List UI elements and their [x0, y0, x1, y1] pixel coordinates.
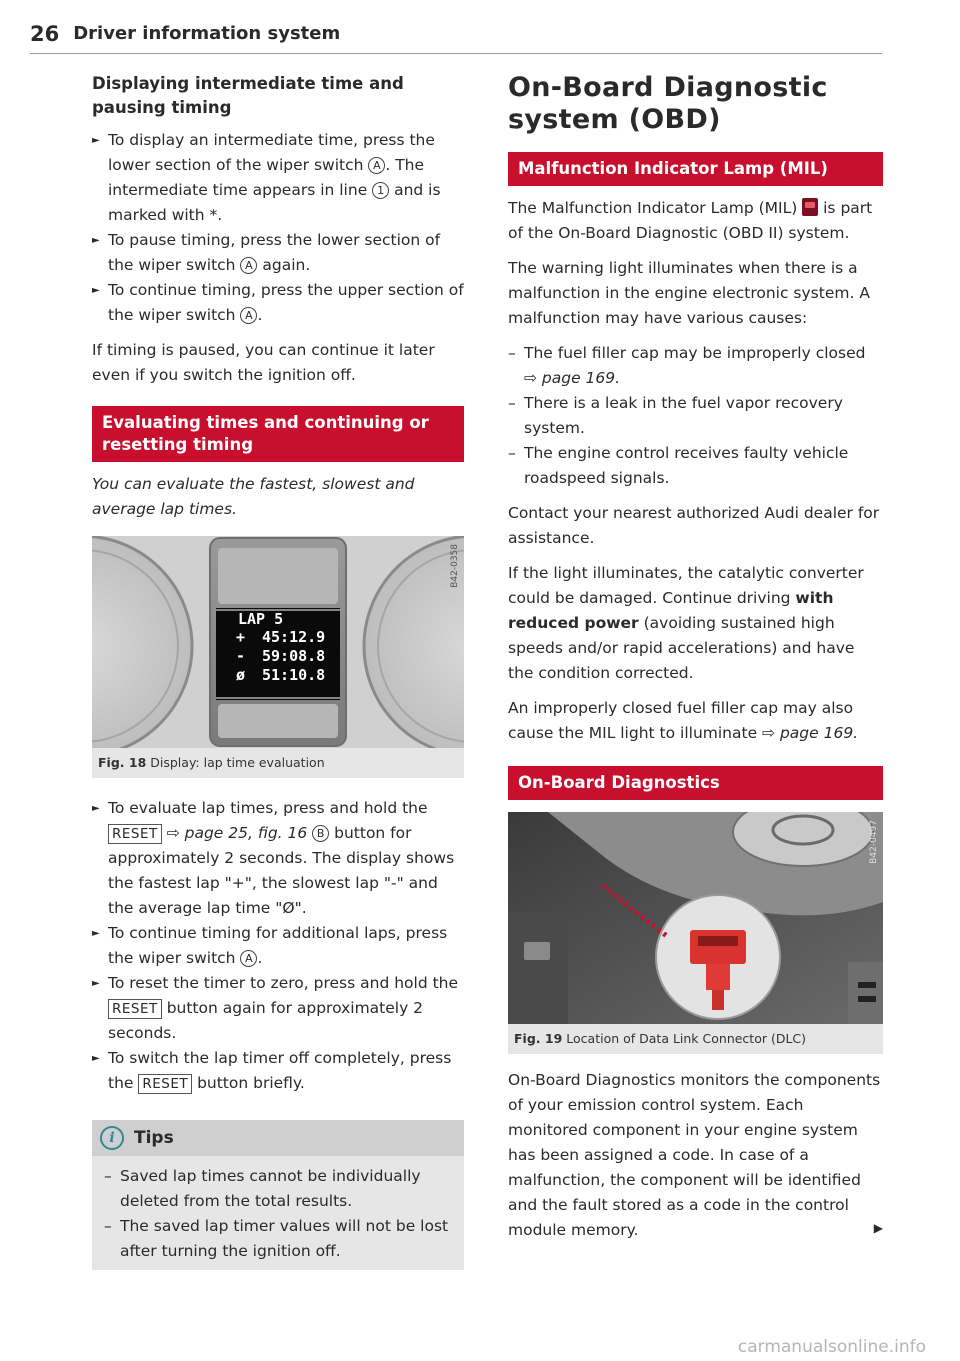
figure-caption-text: Location of Data Link Connector (DLC)	[566, 1031, 807, 1046]
figure-caption	[92, 748, 464, 778]
step-text: again.	[257, 256, 311, 274]
tips-title: Tips	[134, 1128, 174, 1148]
lap-symbol: -	[236, 647, 246, 665]
page-number: 26	[30, 22, 60, 46]
step-switch-off	[92, 1046, 464, 1096]
step-continue-laps	[92, 921, 464, 971]
mil-causes	[508, 341, 883, 491]
lap-time: 59:08.8	[262, 647, 326, 665]
lap-symbol: +	[236, 628, 246, 646]
section-heading-intermediate-time: Displaying intermediate time and pausing timing	[92, 74, 404, 117]
watermark: carmanualsonline.info	[737, 1337, 926, 1357]
emphasis-text: with reduced power	[508, 589, 834, 632]
page-reference: ⇨ page 25, fig. 16	[166, 824, 308, 842]
lap-row-slowest	[236, 647, 336, 666]
reset-key-label: RESET	[108, 999, 162, 1019]
page-header	[30, 20, 882, 54]
callout-a: A	[368, 157, 385, 174]
paused-note: If timing is paused, you can continue it later even if you switch the ignition off.	[92, 341, 435, 384]
step-text: To switch the lap timer off completely, press the	[108, 1049, 452, 1092]
tip-item: – The saved lap timer values will not be lost after turning the ignition off.	[104, 1214, 452, 1264]
cause-text: There is a leak in the fuel vapor recovery system.	[524, 394, 843, 437]
step-text: To pause timing, press the lower section of the wiper switch	[108, 231, 441, 274]
callout-a: A	[240, 257, 257, 274]
figure-caption-text: Display: lap time evaluation	[150, 755, 325, 770]
page-reference: ⇨ page 169.	[762, 724, 859, 742]
step-text: To continue timing for additional laps, press the wiper switch	[108, 924, 448, 967]
tips-box	[92, 1120, 464, 1270]
mil-intro	[508, 196, 883, 246]
step-text: and is marked with *.	[108, 181, 441, 224]
lap-number: LAP 5	[238, 610, 284, 628]
callout-a: A	[240, 950, 257, 967]
section-heading-evaluating-times: Evaluating times and continuing or resetting timing	[92, 406, 464, 462]
step-continue	[92, 278, 464, 328]
tips-list	[92, 1156, 464, 1270]
step-text: button again for approximately 2 seconds.	[108, 999, 424, 1042]
paragraph-text: is part of the On-Board Diagnostic (OBD II) system.	[508, 199, 873, 242]
step-reset	[92, 971, 464, 1046]
figure-caption	[508, 1024, 883, 1054]
continue-arrow-icon: ▶	[873, 1221, 883, 1235]
intermediate-time-steps	[92, 128, 464, 328]
cause-item	[508, 391, 883, 441]
dlc-location-image	[508, 812, 883, 1024]
filler-cap-note	[508, 696, 883, 746]
right-column	[508, 72, 883, 1243]
lap-row-fastest	[236, 628, 336, 647]
step-intermediate	[92, 128, 464, 228]
mil-description: The warning light illuminates when there is a malfunction in the engine electronic system. A malfunction may have various causes:	[508, 259, 870, 327]
figure-18	[92, 536, 464, 778]
step-text: button briefly.	[192, 1074, 305, 1092]
cause-text: The engine control receives faulty vehicle roadspeed signals.	[524, 444, 849, 487]
figure-label: Fig. 19	[514, 1031, 563, 1046]
section-heading-obd: On-Board Diagnostics	[508, 766, 883, 800]
cause-text: The fuel filler cap may be improperly closed	[524, 344, 866, 362]
lap-symbol: ø	[236, 666, 246, 684]
steering-column-illustration	[508, 812, 883, 1024]
lap-time: 45:12.9	[262, 628, 326, 646]
step-text: To display an intermediate time, press the lower section of the wiper switch	[108, 131, 435, 174]
cause-item	[508, 341, 883, 391]
lap-row-average	[236, 666, 336, 685]
section-heading-mil: Malfunction Indicator Lamp (MIL)	[508, 152, 883, 186]
lap-display	[236, 610, 336, 685]
paragraph-text: On-Board Diagnostics monitors the components of your emission control system. Each monitored component in your engine system has been assigned a code. In case of a malfunction, the component will be identified and the fault stored as a code in the control module memory.	[508, 1071, 881, 1239]
step-text: . The intermediate time appears in line	[108, 156, 425, 199]
obd-title: On-Board Diagnostic system (OBD)	[508, 72, 828, 135]
step-pause	[92, 228, 464, 278]
step-text: button for approximately 2 seconds. The display shows the fastest lap "+", the slowest lap "-" and the average lap time "Ø".	[108, 824, 455, 917]
paragraph-text: An improperly closed fuel filler cap may also cause the MIL light to illuminate	[508, 699, 854, 742]
callout-1: 1	[372, 182, 389, 199]
evaluation-steps	[92, 796, 464, 1096]
step-text: To reset the timer to zero, press and hold the	[108, 974, 459, 992]
step-text: To evaluate lap times, press and hold the	[108, 799, 428, 817]
left-column	[92, 72, 464, 1270]
tip-item: – Saved lap times cannot be individually deleted from the total results.	[104, 1164, 452, 1214]
figure-label: Fig. 18	[98, 755, 147, 770]
figure-code: B42-0358	[450, 544, 460, 588]
step-evaluate	[92, 796, 464, 921]
reset-key-label: RESET	[108, 824, 162, 844]
paragraph-text: (avoiding sustained high speeds and/or rapid accelerations) and have the condition corrected.	[508, 614, 855, 682]
obd-description	[508, 1068, 883, 1243]
info-icon: i	[100, 1126, 124, 1150]
catalytic-warning	[508, 561, 883, 686]
lap-time: 51:10.8	[262, 666, 326, 684]
contact-dealer: Contact your nearest authorized Audi dealer for assistance.	[508, 504, 880, 547]
check-engine-icon	[802, 198, 818, 216]
figure-19	[508, 812, 883, 1054]
step-text: .	[257, 949, 263, 967]
step-text: .	[257, 306, 263, 324]
page-reference: ⇨ page 169.	[524, 369, 621, 387]
step-text: To continue timing, press the upper section of the wiper switch	[108, 281, 464, 324]
chapter-title: Driver information system	[73, 23, 341, 44]
figure-code: B42-0497	[869, 820, 879, 864]
lap-display-image	[92, 536, 464, 748]
section-intro: You can evaluate the fastest, slowest and average lap times.	[92, 475, 415, 518]
reset-key-label: RESET	[138, 1074, 192, 1094]
tips-header	[92, 1120, 464, 1156]
callout-a: A	[240, 307, 257, 324]
cause-item	[508, 441, 883, 491]
callout-b: B	[312, 825, 329, 842]
paragraph-text: If the light illuminates, the catalytic converter could be damaged. Continue driving	[508, 564, 864, 607]
paragraph-text: The Malfunction Indicator Lamp (MIL)	[508, 199, 803, 217]
